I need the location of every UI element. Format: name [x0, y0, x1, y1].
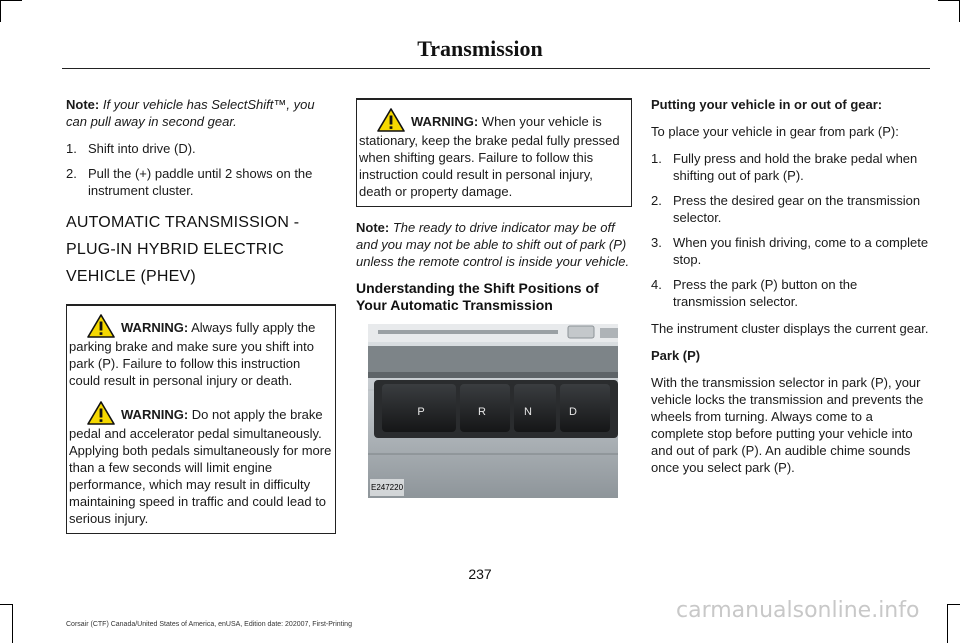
warning-label: WARNING: [411, 114, 479, 129]
crop-mark [0, 604, 13, 605]
note-paragraph [66, 96, 336, 130]
warning-item [359, 108, 629, 200]
cluster-paragraph: The instrument cluster displays the current gear. [651, 321, 929, 336]
note-text: The ready to drive indicator may be off and you may not be able to shift out of park (P) unless the remote control is inside your vehicle. [356, 220, 630, 269]
warning-item [69, 401, 333, 527]
page-title: Transmission [417, 36, 543, 61]
note-text: If your vehicle has SelectShift™, you can pull away in second gear. [66, 97, 315, 129]
crop-mark [947, 604, 948, 643]
list-item [651, 234, 929, 268]
intro-paragraph: To place your vehicle in gear from park (P): [651, 124, 899, 139]
warning-triangle-icon [377, 108, 405, 132]
step-number: 2. [651, 193, 662, 208]
step-text: Fully press and hold the brake pedal when shifting out of park (P). [673, 151, 918, 183]
warning-box [356, 98, 632, 207]
note-label: Note: [356, 220, 390, 235]
warning-text: Always fully apply the parking brake and make sure you shift into park (P). Failure to follow this instruction could result in personal injury or death. [69, 320, 316, 388]
column-right [651, 96, 929, 486]
note-paragraph [356, 219, 632, 270]
note-label: Note: [66, 97, 100, 112]
crop-mark [12, 604, 13, 643]
gear-button-d: D [569, 406, 577, 418]
list-item [651, 150, 929, 184]
warning-item [69, 314, 333, 389]
crop-mark [947, 604, 960, 605]
step-number: 3. [651, 235, 662, 250]
steps-list [651, 150, 929, 310]
watermark: carmanualsonline.info [676, 598, 920, 623]
crop-mark [0, 0, 22, 1]
subsection-heading: Park (P) [651, 348, 701, 363]
transmission-selector-photo [368, 324, 618, 498]
warning-triangle-icon [87, 314, 115, 338]
page-number: 237 [468, 566, 492, 582]
step-text: Pull the (+) paddle until 2 shows on the instrument cluster. [88, 166, 313, 198]
list-item [651, 192, 929, 226]
park-paragraph: With the transmission selector in park (P), your vehicle locks the transmission and prevents the wheels from turning. Always come to a complete stop before putting your vehicle into and out of park (P). An audible chime sounds once you select park (P). [651, 375, 924, 475]
step-number: 2. [66, 166, 77, 181]
list-item [66, 140, 336, 157]
step-number: 1. [651, 151, 662, 166]
crop-mark [0, 0, 1, 22]
step-text: Press the desired gear on the transmission selector. [673, 193, 921, 225]
gear-selector-illustration [368, 324, 618, 498]
column-left [66, 96, 336, 534]
subsection-heading: Putting your vehicle in or out of gear: [651, 97, 883, 112]
heading-line: VEHICLE (PHEV) [66, 268, 196, 285]
warning-box [66, 304, 336, 534]
warning-text: Do not apply the brake pedal and accelerator pedal simultaneously. Applying both pedals simultaneously for more than a few seconds will limit engine performance, which may result in difficulty maintaining speed in traffic and could lead to serious injury. [69, 407, 332, 526]
warning-label: WARNING: [121, 407, 189, 422]
section-heading [66, 209, 336, 290]
image-code: E247220 [370, 479, 404, 496]
step-text: Shift into drive (D). [88, 141, 196, 156]
step-number: 4. [651, 277, 662, 292]
list-item [66, 165, 336, 199]
column-middle [356, 96, 632, 498]
heading-line: PLUG-IN HYBRID ELECTRIC [66, 241, 284, 258]
warning-triangle-icon [87, 401, 115, 425]
edition-note: Corsair (CTF) Canada/United States of America, enUSA, Edition date: 202007, First-Printing [66, 621, 352, 628]
gear-button-p: P [417, 406, 425, 418]
warning-text: When your vehicle is stationary, keep the brake pedal fully pressed when shifting gears. Failure to follow this instruction could result in personal injury, death or property damage. [359, 114, 620, 199]
steps-list [66, 140, 336, 199]
gear-button-n: N [524, 406, 532, 418]
subsection-heading: Understanding the Shift Positions of Your Automatic Transmission [356, 280, 599, 313]
step-text: When you finish driving, come to a complete stop. [673, 235, 929, 267]
heading-line: AUTOMATIC TRANSMISSION - [66, 214, 300, 231]
step-number: 1. [66, 141, 77, 156]
gear-button-r: R [478, 406, 486, 418]
step-text: Press the park (P) button on the transmission selector. [673, 277, 858, 309]
list-item [651, 276, 929, 310]
crop-mark [938, 0, 960, 1]
warning-label: WARNING: [121, 320, 189, 335]
header-divider [62, 68, 930, 69]
